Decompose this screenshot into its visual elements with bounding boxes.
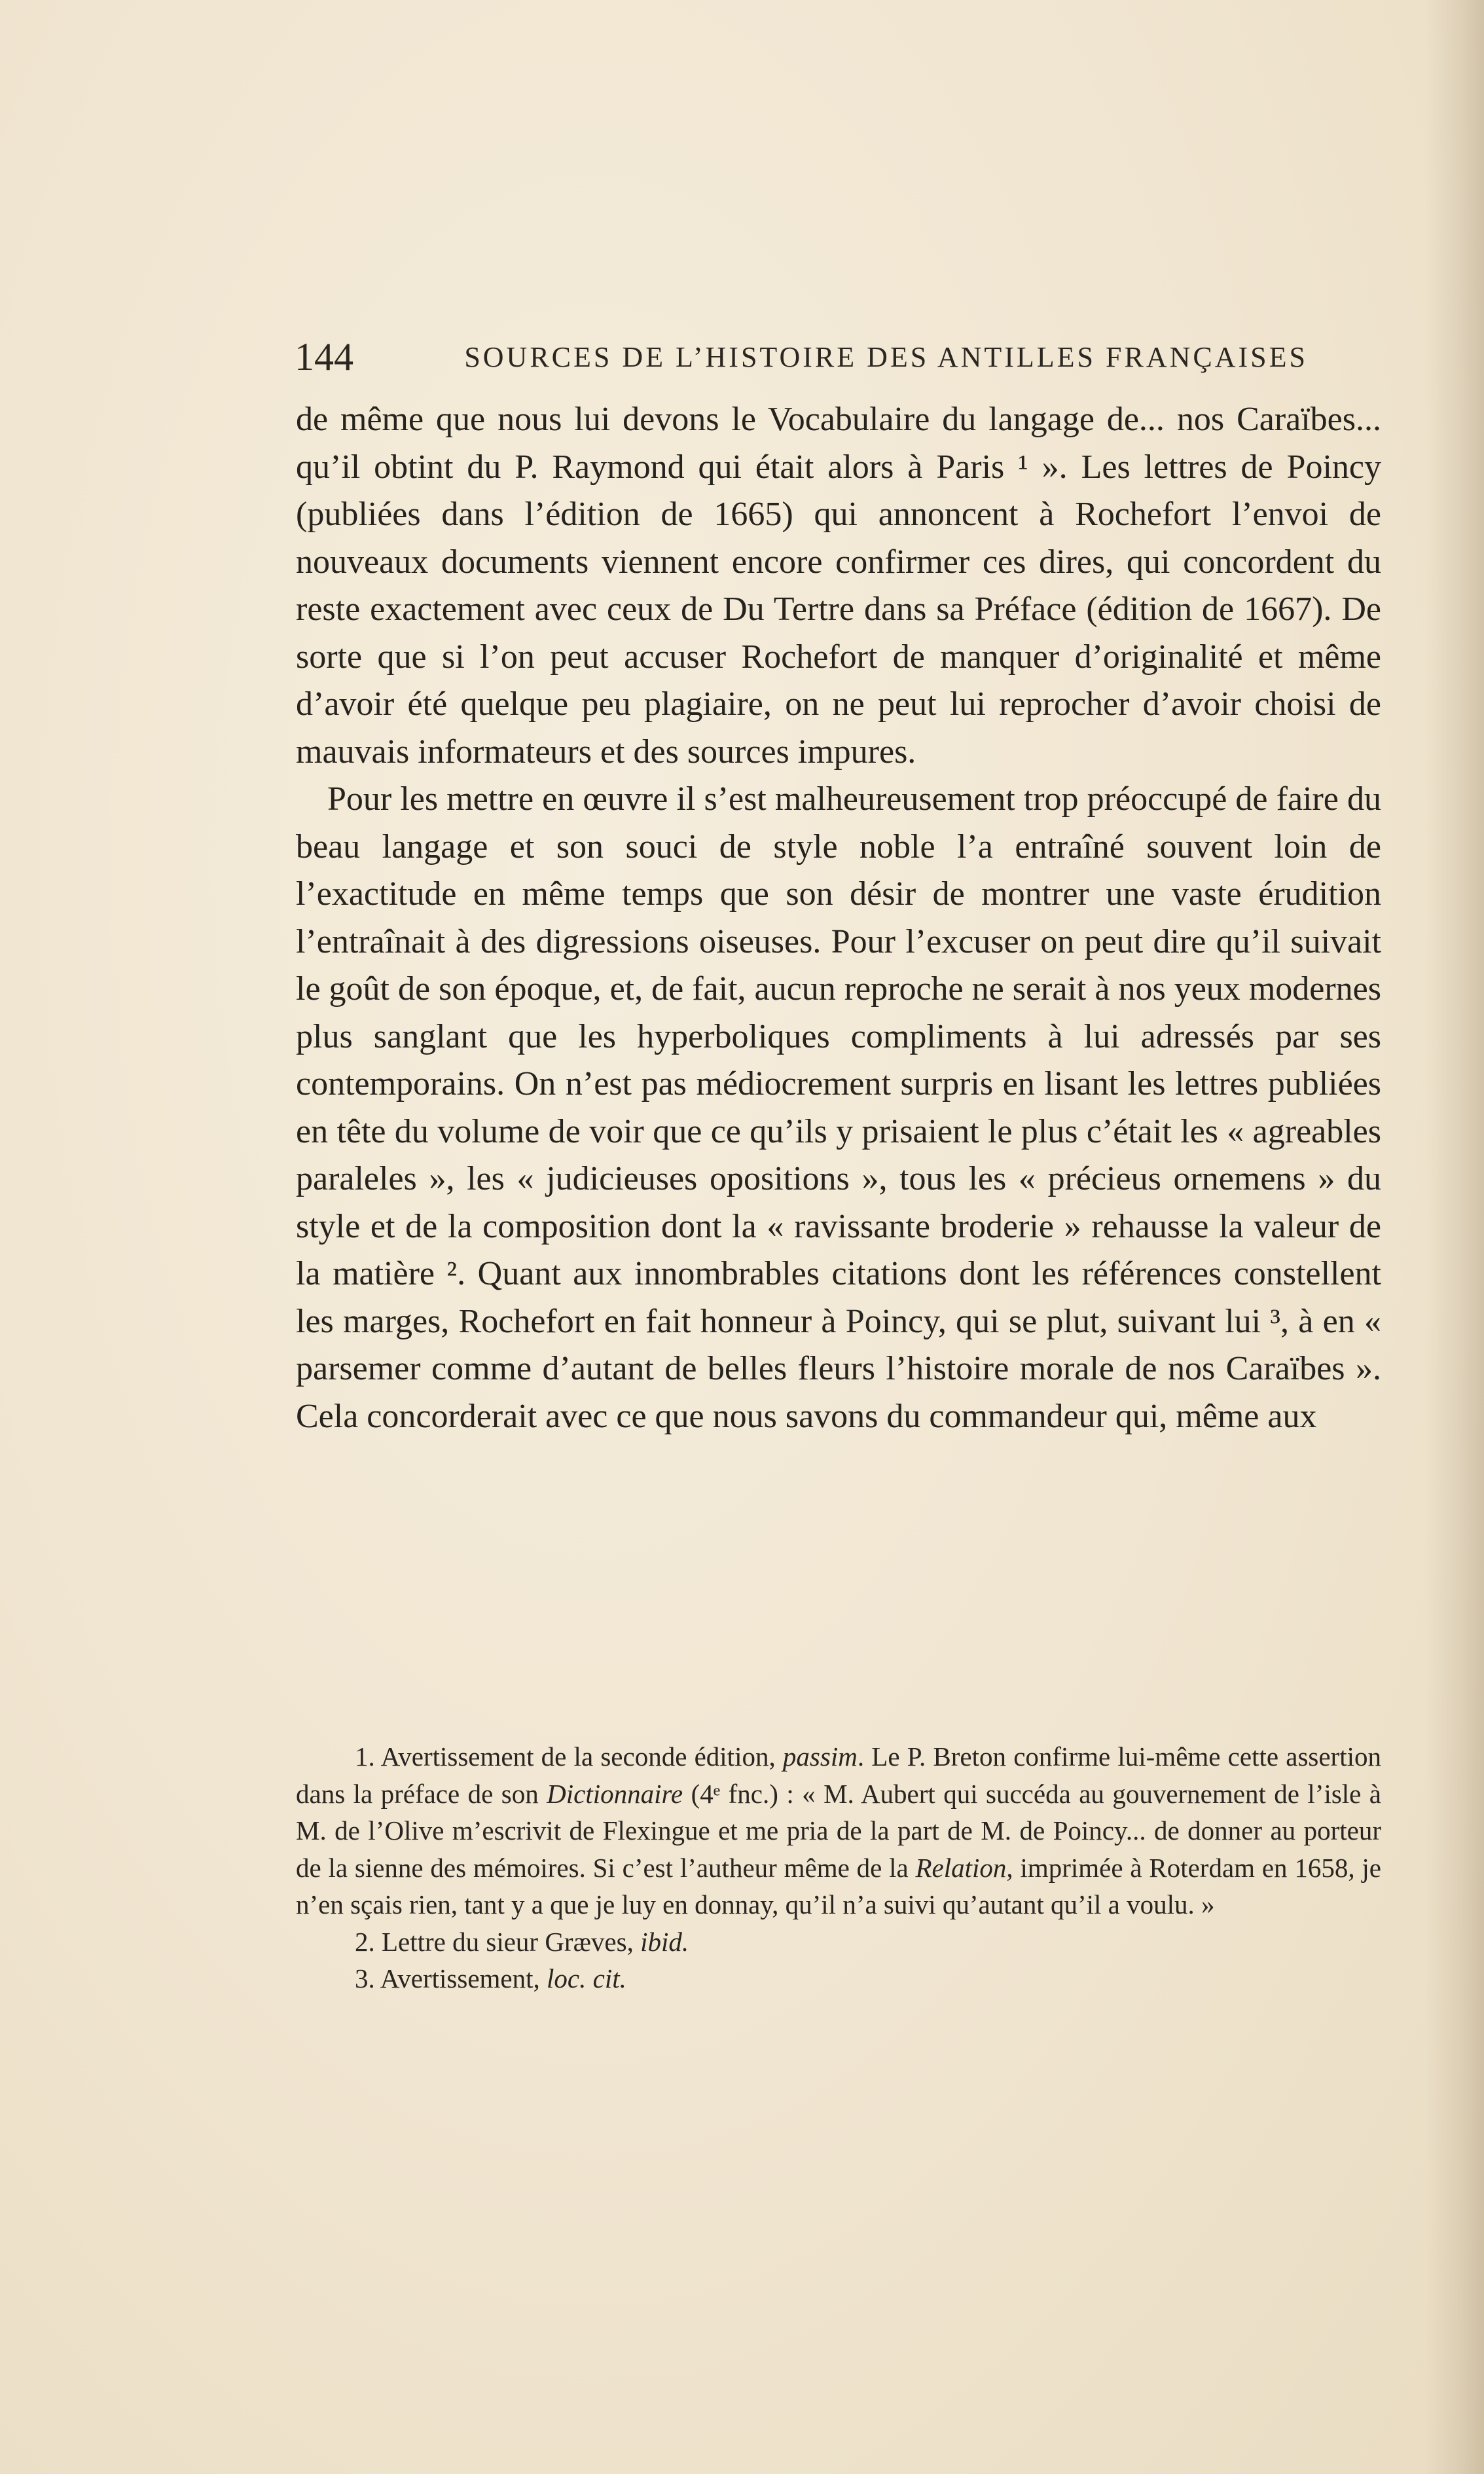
footnote-3 bbox=[296, 1960, 1381, 1997]
footnote-1 bbox=[296, 1738, 1381, 1923]
footnote-italic: ibid. bbox=[640, 1926, 689, 1957]
footnote-italic: Dictionnaire bbox=[547, 1778, 683, 1809]
footnote-2 bbox=[296, 1923, 1381, 1961]
footnote-text: 3. Avertissement, bbox=[355, 1963, 547, 1993]
footnote-text: (4ᵉ fnc.) : « M. Aubert qui succéda au gouvernement de l’isle à M. de l’Olive m’escrivit de Flexingue et me pria de la part de M. de Poincy... de donner au porteur de la sienne des mémoires. Si c’est l’autheur même de la bbox=[296, 1778, 1382, 1883]
footnote-text: , imprimée à Roterdam en 1658, je n’en sçais rien, tant y a que je luy en donnay, qu’il n’a suivi qu’autant qu’il a voulu. » bbox=[296, 1852, 1381, 1919]
footnote-italic: loc. cit. bbox=[547, 1963, 626, 1993]
main-text bbox=[296, 396, 1381, 1440]
page-header bbox=[295, 327, 1407, 386]
footnote-text: 1. Avertissement de la seconde édition, bbox=[355, 1741, 783, 1772]
footnote-text: . Le P. Breton confirme lui-même cette assertion dans la préface de son bbox=[296, 1741, 1381, 1809]
paragraph: de même que nous lui devons le Vocabulaire du langage de... nos Caraïbes... qu’il obtint du P. Raymond qui était alors à Paris ¹ ». Les lettres de Poincy (publiées dans l’édition de 1665) qui annoncent à Rochefort l’envoi de nouveaux documents viennent encore confirmer ces dires, qui concordent du reste exactement avec ceux de Du Tertre dans sa Préface (édition de 1667). De sorte que si l’on peut accuser Rochefort de manquer d’originalité et même d’avoir été quelque peu plagiaire, on ne peut lui reprocher d’avoir choisi de mauvais informateurs et des sources impures. bbox=[296, 401, 1381, 771]
footnote-italic: passim bbox=[782, 1741, 858, 1772]
running-title: SOURCES DE L’HISTOIRE DES ANTILLES FRANÇAISES bbox=[464, 340, 1308, 373]
footnotes bbox=[296, 1738, 1381, 1997]
binding-shadow bbox=[1425, 0, 1484, 2474]
footnote-italic: Relation bbox=[915, 1852, 1007, 1883]
page-number: 144 bbox=[295, 335, 353, 378]
paragraph: Pour les mettre en œuvre il s’est malheureusement trop préoccupé de faire du beau langage et son souci de style noble l’a entraîné souvent loin de l’exactitude en même temps que son désir de montrer une vaste érudition l’entraînait à des digressions oiseuses. Pour l’excuser on peut dire qu’il suivait le goût de son époque, et, de fait, aucun reproche ne serait à nos yeux modernes plus sanglant que les hyperboliques compliments à lui adressés par ses contemporains. On n’est pas médiocrement surpris en lisant les lettres publiées en tête du volume de voir que ce qu’ils y prisaient le plus c’était les « agreables paraleles », les « judicieuses opositions », tous les « précieus ornemens » du style et de la composition dont la « ravissante broderie » rehausse la valeur de la matière ². Quant aux innombrables citations dont les références constellent les marges, Rochefort en fait honneur à Poincy, qui se plut, suivant lui ³, à en « parsemer comme d’autant de belles fleurs l’histoire morale de nos Caraïbes ». Cela concorderait avec ce que nous savons du commandeur qui, même aux bbox=[296, 780, 1381, 1435]
footnote-text: 2. Lettre du sieur Græves, bbox=[355, 1926, 641, 1957]
